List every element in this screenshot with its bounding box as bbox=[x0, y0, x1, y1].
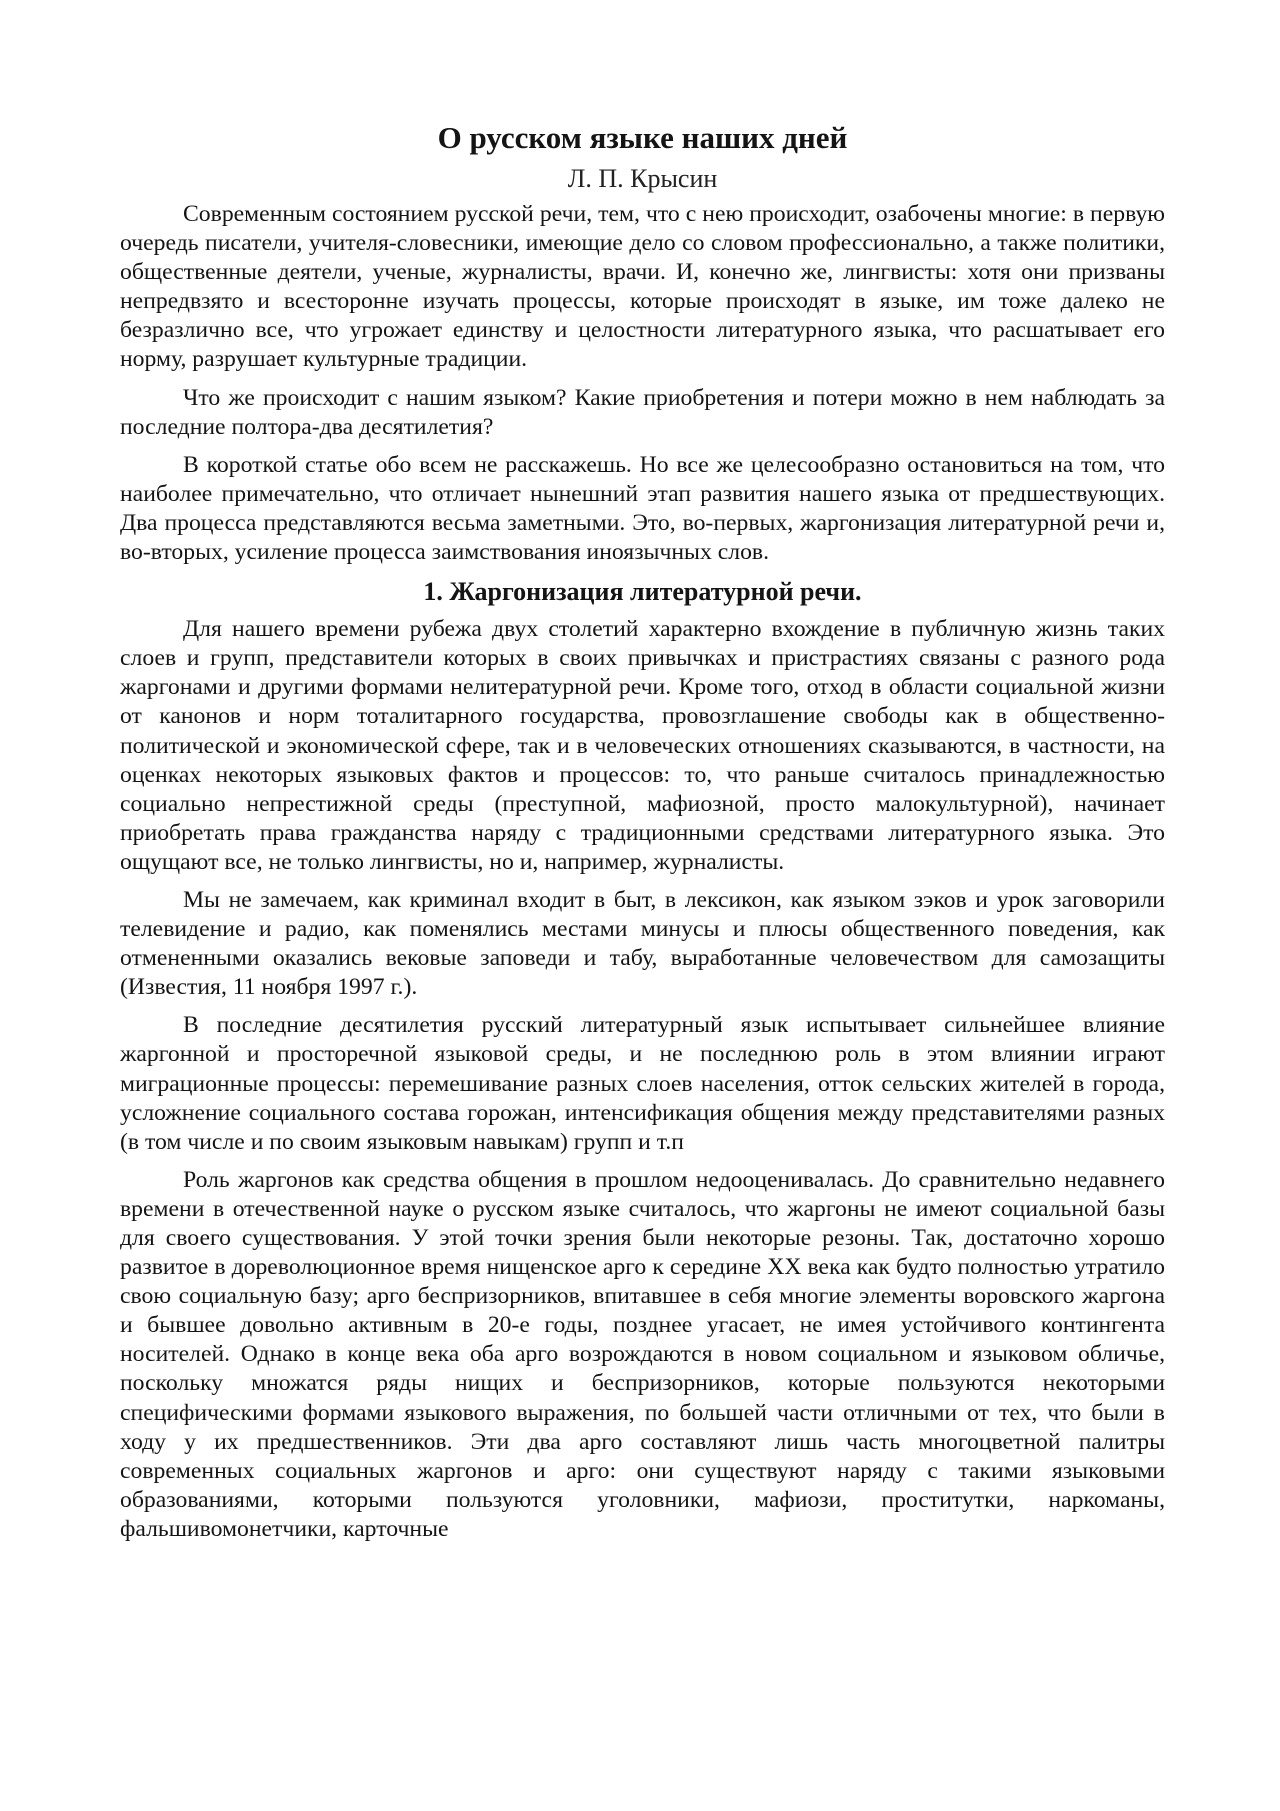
intro-paragraph-1: Современным состоянием русской речи, тем, что с нею происходит, озабочены многие: в первую очередь писатели, учителя-словесники, имеющие дело со словом профессионально, а также политики, общественные деятели, ученые, журналисты, врачи. И, конечно же, лингвисты: хотя они призваны непредвзято и всесторонне изучать процессы, которые происходят в языке, им тоже далеко не безразлично все, что угрожает единству и целостности литературного языка, что расшатывает его норму, разрушает культурные традиции. bbox=[120, 201, 1165, 373]
section-paragraph-2: Мы не замечаем, как криминал входит в быт, в лексикон, как языком зэков и урок заговорили телевидение и радио, как поменялись местами минусы и плюсы общественного поведения, как отмененными оказались вековые заповеди и табу, выработанные человечеством для самозащиты (Известия, 11 ноября 1997 г.). bbox=[120, 886, 1165, 1001]
intro-paragraph-2: Что же происходит с нашим языком? Какие приобретения и потери можно в нем наблюдать за последние полтора-два десятилетия? bbox=[120, 384, 1165, 440]
section-paragraph-3: В последние десятилетия русский литературный язык испытывает сильнейшее влияние жаргонной и просторечной языковой среды, и не последнюю роль в этом влиянии играют миграционные процессы: перемешивание разных слоев населения, отток сельских жителей в города, усложнение социального состава горожан, интенсификация общения между представителями разных (в том числе и по своим языковым навыкам) групп и т.п bbox=[120, 1012, 1165, 1155]
document-author: Л. П. Крысин bbox=[567, 164, 718, 193]
section-heading: 1. Жаргонизация литературной речи. bbox=[423, 577, 862, 607]
section-paragraph-4: Роль жаргонов как средства общения в прошлом недооценивалась. До сравнительно недавнего времени в отечественной науке о русском языке считалось, что жаргоны не имеют социальной базы для своего существования. У этой точки зрения были некоторые резоны. Так, достаточно хорошо развитое в дореволюционное время нищенское арго к середине XX века как будто полностью утратило свою социальную базу; арго беспризорников, впитавшее в себя многие элементы воровского жаргона и бывшее довольно активным в 20-е годы, позднее угасает, не имея устойчивого контингента носителей. Однако в конце века оба арго возрождаются в новом социальном и языковом обличье, поскольку множатся ряды нищих и беспризорников, которые пользуются некоторыми специфическими формами языкового выражения, по большей части отличными от тех, что были в ходу у их предшественников. Эти два арго составляют лишь часть многоцветной палитры современных социальных жаргонов и арго: они существуют наряду с такими языковыми образованиями, которыми пользуются уголовники, мафиози, проститутки, наркоманы, фальшивомонетчики, карточные bbox=[120, 1166, 1165, 1542]
document-page bbox=[120, 118, 1165, 1553]
intro-paragraph-3: В короткой статье обо всем не расскажешь. Но все же целесообразно остановиться на том, что наиболее примечательно, что отличает нынешний этап развития нашего языка от предшествующих. Два процесса представляются весьма заметными. Это, во-первых, жаргонизация литературной речи и, во-вторых, усиление процесса заимствования иноязычных слов. bbox=[120, 451, 1165, 566]
document-title: О русском языке наших дней bbox=[437, 120, 848, 155]
section-paragraph-1: Для нашего времени рубежа двух столетий характерно вхождение в публичную жизнь таких слоев и групп, представители которых в своих привычках и пристрастиях связаны с разного рода жаргонами и другими формами нелитературной речи. Кроме того, отход в области социальной жизни от канонов и норм тоталитарного государства, провозглашение свободы как в общественно-политической и экономической сфере, так и в человеческих отношениях сказываются, в частности, на оценках некоторых языковых фактов и процессов: то, что раньше считалось принадлежностью социально непрестижной среды (преступной, мафиозной, просто малокультурной), начинает приобретать права гражданства наряду с традиционными средствами литературного языка. Это ощущают все, не только лингвисты, но и, например, журналисты. bbox=[120, 616, 1165, 875]
